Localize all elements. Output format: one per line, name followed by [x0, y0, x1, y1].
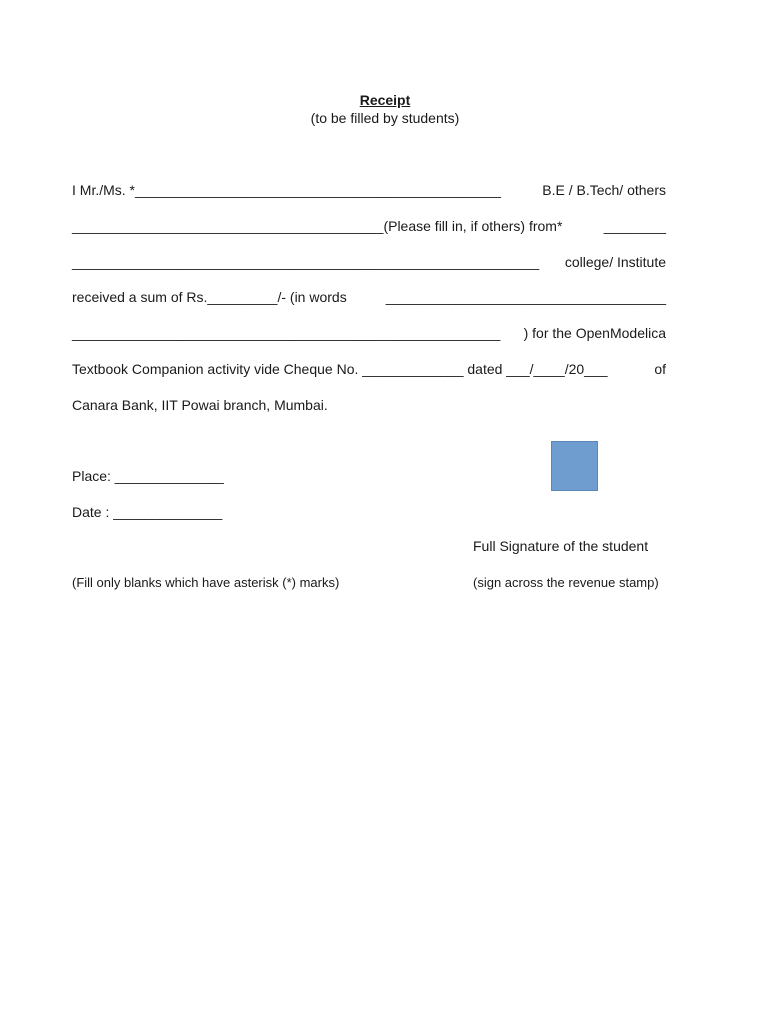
name-field-text: I Mr./Ms. *_______________________________________________ — [72, 182, 501, 198]
other-degree-line — [72, 217, 666, 235]
college-line — [72, 253, 666, 271]
purpose-line — [72, 324, 666, 342]
page-title: Receipt — [359, 92, 411, 108]
date-field: Date : ______________ — [72, 504, 223, 520]
place-field: Place: ______________ — [72, 468, 224, 484]
signature-label: Full Signature of the student — [473, 538, 649, 554]
amount-words-blank: ____________________________________ — [385, 289, 666, 305]
asterisk-note: (Fill only blanks which have asterisk (*) marks) — [72, 575, 340, 590]
amount-text: received a sum of Rs._________/- (in words — [72, 289, 347, 305]
cheque-line — [72, 360, 666, 378]
stamp-note: (sign across the revenue stamp) — [473, 575, 659, 590]
cheque-text: Textbook Companion activity vide Cheque No. _____________ dated ___/____/20___ — [72, 361, 608, 377]
cheque-of-text: of — [654, 361, 666, 377]
degree-text: B.E / B.Tech/ others — [542, 182, 666, 198]
amount-line — [72, 288, 666, 306]
purpose-text: ) for the OpenModelica — [523, 325, 666, 341]
college-label: college/ Institute — [564, 254, 666, 270]
college-blank: ____________________________________________________________ — [72, 254, 540, 270]
revenue-stamp — [551, 441, 598, 491]
name-line — [72, 181, 666, 199]
other-degree-text: ________________________________________(Please fill in, if others) from* — [72, 218, 563, 234]
page-subtitle: (to be filled by students) — [310, 110, 460, 126]
bank-line: Canara Bank, IIT Powai branch, Mumbai. — [72, 397, 328, 413]
college-blank-start: ________ — [603, 218, 666, 234]
amount-words-blank-2: _______________________________________________________ — [72, 325, 501, 341]
